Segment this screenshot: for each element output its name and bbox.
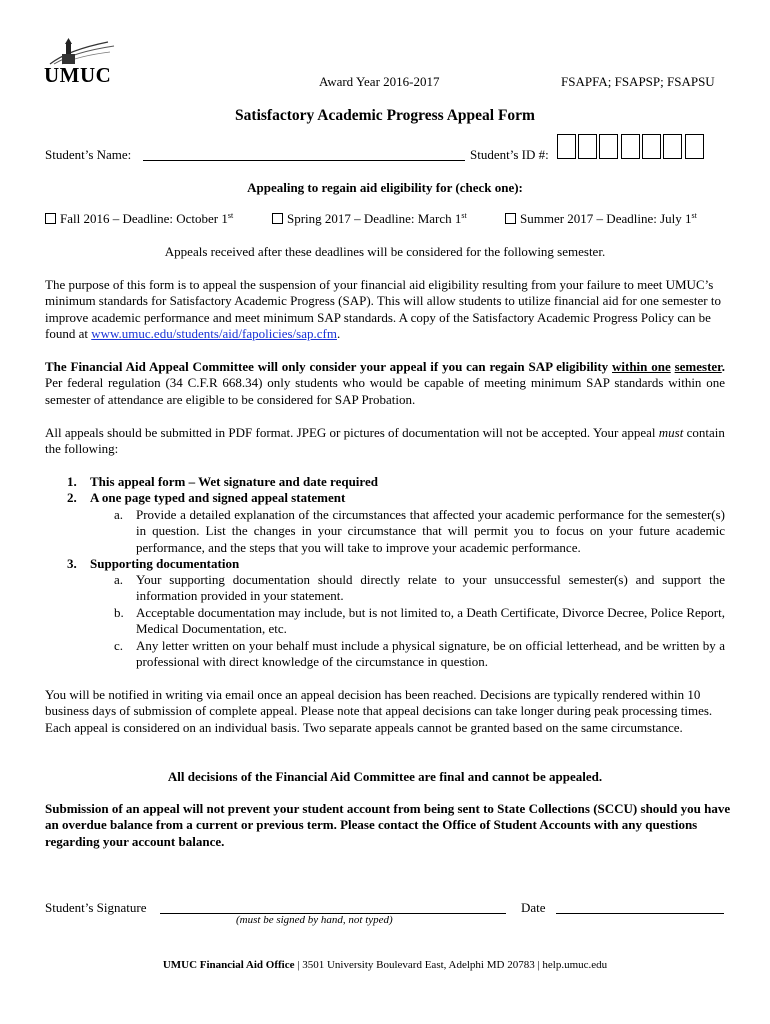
date-field[interactable] bbox=[556, 913, 724, 914]
page-title: Satisfactory Academic Progress Appeal Form bbox=[235, 107, 535, 124]
option-fall-2016[interactable]: Fall 2016 – Deadline: October 1st bbox=[45, 211, 233, 227]
sub-item-explanation: Provide a detailed explanation of the circumstances that affected your academic performance for the semester(s) in question. List the changes in your circumstance that will permit you to focus on your future academic performance, and the steps that you will take to improve your academic performance. bbox=[136, 507, 725, 555]
sub-item-acceptable-docs: Acceptable documentation may include, but is not limited to, a Death Certificate, Divorce Decree, Police Report, Medical Documentation, etc. bbox=[136, 605, 725, 637]
sub-letter: a. bbox=[114, 572, 124, 587]
list-item-appeal-statement: A one page typed and signed appeal statement bbox=[90, 490, 346, 505]
student-id-box[interactable] bbox=[578, 134, 597, 159]
deadline-note: Appeals received after these deadlines will be considered for the following semester. bbox=[164, 244, 606, 259]
student-id-box[interactable] bbox=[642, 134, 661, 159]
final-decision: All decisions of the Financial Aid Committee are final and cannot be appealed. bbox=[167, 769, 603, 784]
sub-item-letter: Any letter written on your behalf must include a physical signature, be on official letterhead, and be written by a professional with direct knowledge of the circumstance in question. bbox=[136, 638, 725, 670]
footer-website[interactable]: help.umuc.edu bbox=[542, 959, 608, 971]
student-id-box[interactable] bbox=[663, 134, 682, 159]
student-name-label: Student’s Name: bbox=[45, 147, 132, 162]
sub-item-relate: Your supporting documentation should directly relate to your unsuccessful semester(s) and support the information provided in your statement. bbox=[136, 572, 725, 604]
umuc-logo bbox=[44, 38, 134, 88]
signature-note: (must be signed by hand, not typed) bbox=[236, 914, 393, 926]
list-item-supporting-docs: Supporting documentation bbox=[90, 556, 240, 571]
form-codes: FSAPFA; FSAPSP; FSAPSU bbox=[561, 74, 715, 89]
sub-letter: b. bbox=[114, 605, 124, 620]
appeal-heading: Appealing to regain aid eligibility for (check one): bbox=[247, 180, 523, 195]
footer-separator: | bbox=[537, 959, 540, 971]
checkbox[interactable] bbox=[505, 213, 516, 224]
student-id-box[interactable] bbox=[599, 134, 618, 159]
checkbox[interactable] bbox=[45, 213, 56, 224]
student-id-label: Student’s ID #: bbox=[470, 147, 549, 162]
footer-separator: | bbox=[297, 959, 300, 971]
option-spring-2017[interactable]: Spring 2017 – Deadline: March 1st bbox=[272, 211, 467, 227]
list-number: 2. bbox=[67, 490, 77, 505]
footer-office: UMUC Financial Aid Office bbox=[162, 959, 295, 971]
student-id-box[interactable] bbox=[621, 134, 640, 159]
option-summer-2017[interactable]: Summer 2017 – Deadline: July 1st bbox=[505, 211, 697, 227]
sap-policy-link[interactable]: www.umuc.edu/students/aid/fapolicies/sap.cfm bbox=[91, 326, 337, 342]
date-label: Date bbox=[521, 900, 546, 915]
award-year: Award Year 2016-2017 bbox=[319, 74, 440, 89]
tower-emblem-icon bbox=[48, 38, 118, 66]
checkbox[interactable] bbox=[272, 213, 283, 224]
list-number: 3. bbox=[67, 556, 77, 571]
student-id-box[interactable] bbox=[685, 134, 704, 159]
submission-paragraph: All appeals should be submitted in PDF format. JPEG or pictures of documentation will not be accepted. Your appeal must contain the following: bbox=[45, 425, 725, 457]
student-id-box[interactable] bbox=[557, 134, 576, 159]
logo-text: UMUC bbox=[44, 63, 112, 87]
footer bbox=[0, 959, 770, 971]
list-number: 1. bbox=[67, 474, 77, 489]
collections-warning: Submission of an appeal will not prevent your student account from being sent to State Collections (SCCU) should you have an overdue balance from a current or previous term. Please contact the Office of Student Accounts with any questions regarding your account balance. bbox=[45, 801, 731, 849]
notification-paragraph: You will be notified in writing via email once an appeal decision has been reached. Decisions are typically rendered within 10 business days of submission of complete appeal. Please note that appeal decisions can take longer during peak processing times. Each appeal is considered on an individual basis. Two separate appeals cannot be granted based on the same circumstance. bbox=[45, 687, 713, 735]
sub-letter: a. bbox=[114, 507, 124, 522]
signature-label: Student’s Signature bbox=[45, 900, 147, 915]
committee-paragraph: The Financial Aid Appeal Committee will only consider your appeal if you can regain SAP eligibility within one semester. Per federal regulation (34 C.F.R 668.34) only students who would be capable of meeting minimum SAP standards within one semester of attendance are eligible to be considered for SAP Probation. bbox=[45, 359, 726, 407]
list-item-appeal-form: This appeal form – Wet signature and date required bbox=[90, 474, 378, 489]
purpose-paragraph: The purpose of this form is to appeal the suspension of your financial aid eligibility resulting from your failure to meet UMUC’s minimum standards for Satisfactory Academic Progress (SAP). This will allow students to utilize financial aid for one semester to improve academic performance and meet minimum SAP standards. A copy of the Satisfactory Academic Progress Policy can be found at www.umuc.edu/students/aid/fapolicies/sap.cfm. bbox=[45, 277, 721, 342]
footer-address: 3501 University Boulevard East, Adelphi MD 20783 bbox=[302, 959, 535, 971]
sub-letter: c. bbox=[114, 638, 124, 653]
student-name-field[interactable] bbox=[143, 160, 465, 161]
